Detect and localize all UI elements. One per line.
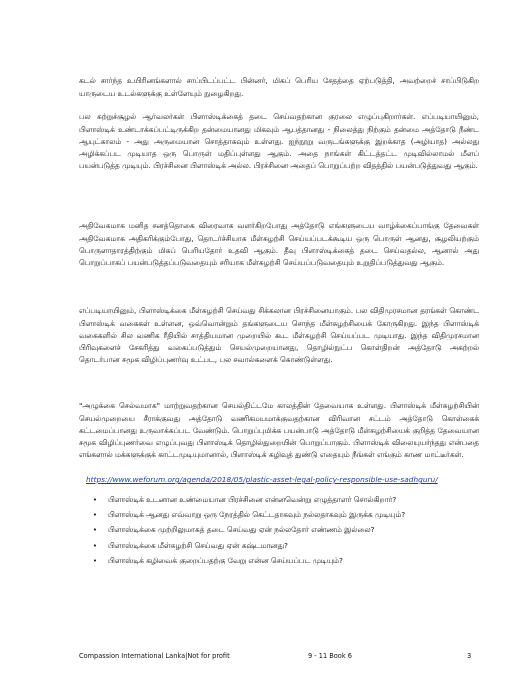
footer-book: 9 - 11 Book 6 — [308, 652, 352, 660]
question-text: பிளாஸ்டிக்கை முற்றிலுமாகத் தடை செய்வது ஏன் நல்லதோர் எண்ணம் இல்லை? — [108, 525, 375, 535]
bullet-icon: • — [92, 526, 98, 535]
paragraph-environmentalists: பல சுற்றுச்சூழல் ஆர்வலர்கள் பிளாஸ்டிக்கைத் தடை செய்வதற்கான குரலை எழுப்புகிறார்கள். எப்படியாயினும், பிளாஸ்டிக் உண்டாக்கப்பட்டிருக்கிற தன்மையானது மிகவும் ஆபத்தானது - நிலைத்து நிற்கும் தன்மை அத்தோடு நீண்ட ஆயுட்காலம் - அது அருமையான சொத்தாகவும் உள்ளது. ஐந்நூறு வருடங்களுக்கு இறக்காத (அழியாத) அல்லது அழிக்கப்பட முடியாத ஒரு பொருள் மதிப்புள்ளது ஆகும். அதை நாங்கள் கிட்டத்தட்ட முடிவில்லாமல் மீளப் பயன்படுத்த முடியும். பிரச்சினை பிளாஸ்டிக் அல்ல. பிரச்சினை அதைப் பொறுப்பற்ற விதத்தில் பயன்படுத்துவது ஆகும். — [79, 112, 479, 171]
list-item — [90, 540, 482, 552]
list-item — [90, 494, 482, 506]
bullet-icon: • — [92, 511, 98, 520]
question-text: பிளாஸ்டிக் கழிவைக் குறைப்பதற்கு வேறு என்ன செய்யப்பட முடியும்? — [108, 555, 343, 565]
paragraph-waste-to-wealth: "அழுக்கை செல்வமாக" மாற்றுவதற்கான செயல்திட்டமே காலத்தின் தேவையாக உள்ளது. பிளாஸ்டிக் மீள்சுழற்சியின் செயல்முறையை சீராக்குவது அத்தோடு வணிகமயமாக்குவதற்கான விரிவான சட்டம் அத்தோடு கொள்கைக் கட்டமைப்பானது உருவாக்கப்பட வேண்டும். பொறுப்புமிக்க பயன்பாடு அத்தோடு மீள்சுழற்சியைக் குறித்த தேவையான சமூக விழிப்புணர்வை எழுப்புவது பிளாஸ்டிக் தொழில்துறையின் பொறுப்பாகும். பிளாஸ்டிக் விலையுயர்ந்தது என்பதை எங்களால் மக்களுக்குக் காட்டமுடியுமானால், பிளாஸ்டிக் கழிவுத் துண்டு எதையும் நீங்கள் எங்கும் காண மாட்டீர்கள். — [79, 401, 479, 460]
question-text: பிளாஸ்டிக்கை மீள்சுழற்சி செய்வது ஏன் கஷ்டமானது? — [108, 540, 288, 550]
paragraph-intro: கடல் சார்ந்த உயிரினங்களால் சாப்பிடப்பட்ட பின்னர், மிகப் பெரிய சேதத்தை ஏற்படுத்தி, அவற்றைச் சாப்பிடுகிற யாருடைய உடல்களுக்கு உள்ளேயும் நுழைகிறது. — [79, 76, 479, 98]
list-item — [90, 555, 482, 567]
page-number: 3 — [467, 652, 472, 660]
question-text: பிளாஸ்டிக் உடனான உண்மையான பிரச்சினை என்னவென்று எழுத்தாளர் சொல்கிறார்? — [108, 495, 397, 504]
source-link[interactable]: https://www.weforum.org/agenda/2018/05/plastic-asset-legal-policy-responsible-use-sadhguru/ — [86, 475, 438, 484]
question-text: பிளாஸ்டிக் ஆனது எவ்வாறு ஒரு நேரத்தில் கெட்டதாகவும் நல்லதாகவும் இருக்க முடியும்? — [108, 510, 406, 520]
bullet-icon: • — [92, 496, 98, 504]
bullet-icon: • — [92, 541, 98, 550]
list-item — [90, 524, 482, 536]
question-list — [90, 494, 482, 570]
list-item — [90, 509, 482, 521]
paragraph-recycling-challenges: எப்படியாயினும், பிளாஸ்டிக்கை மீள்சுழற்சி செய்வது சிக்கலான பிரச்சினையாகும். பல விதிமுரசமான தரங்கள் கொண்ட பிளாஸ்டிக் வகைகள் உள்ளன, ஒவ்வொன்றும் தங்களுடைய சொந்த மீள்சுழற்சியைக் கோருகிறது. இந்த பிளாஸ்டிக் வகைகளில் சில வணிக ரீதியில் சாத்தியமான முறையில் கூட மீள்சுழற்சி செய்யப்பட முடியாது. இந்த விதிமுரசமான பிரிவுகளைச் சேகரித்து வகைப்படுத்தும் செயல்முறையானது, தொழில்நுட்ப கொள்திறன் அத்தோடு அகற்றல் தொடர்பான சமூக விழிப்புணர்வு உட்பட, பல சவால்களைக் கொண்டுள்ளது. — [79, 306, 479, 365]
bullet-icon: • — [92, 556, 98, 565]
paragraph-population: அதிவேகமாக மனித சனத்தொகை விரைவாக வளர்கிறபோது அத்தோடு எங்களுடைய வாழ்க்கைப்பாங்கு தேவைகள் அதிவேகமாக அதிகரிக்கும்போது, தொடர்ச்சியாக மீள்சுழற்சி செய்யப்படக்கூடிய ஒரு பொருள் ஆனது, சூழலியற்கும் பொருளாதாரத்திற்கும் மிகப் பெரியதோர் உதவி ஆகும். தீவு பிளாஸ்டிக்கைத் தடை செய்வதல்ல, ஆனால் அது பொறுப்பாகப் பயன்படுத்தப்படுவதையும் சரியாக மீள்சுழற்சி செய்யப்படுவதையும் உறுதிப்படுத்துவது ஆகும். — [79, 221, 479, 267]
footer-organization: Compassion International Lanka|Not for profit — [79, 652, 230, 660]
